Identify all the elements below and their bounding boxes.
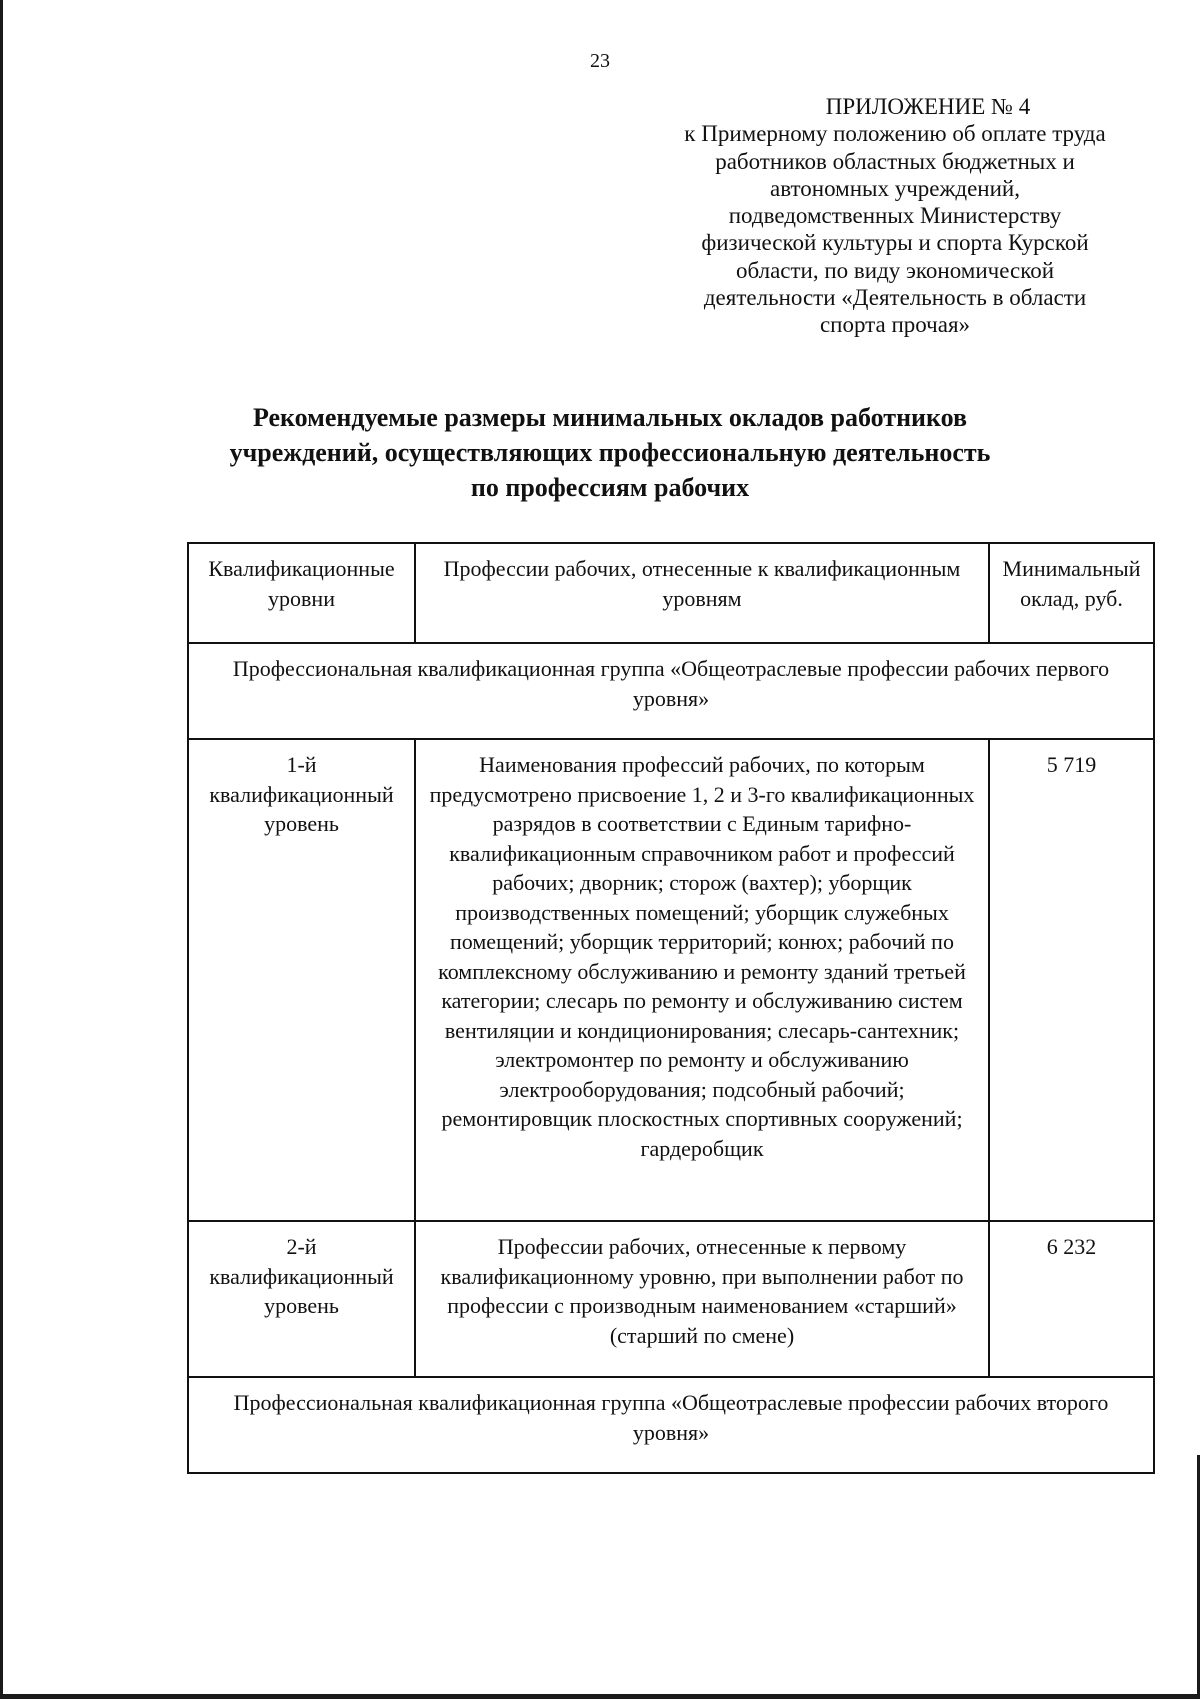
appendix-title: ПРИЛОЖЕНИЕ № 4 xyxy=(825,94,1031,119)
document-title-line: по профессиям рабочих xyxy=(470,473,750,502)
page-number: 23 xyxy=(590,50,610,72)
cell-level: 2-й квалификационный уровень xyxy=(188,1221,415,1377)
cell-salary: 5 719 xyxy=(989,739,1154,1221)
appendix-line: к Примерному положению об оплате труда xyxy=(684,121,1106,147)
table-group-row xyxy=(188,1377,1154,1473)
professions-text: Профессии рабочих, отнесенные к первому квалификационному уровню, при выполнении работ по профессии с производным наименованием «старший» (старший по смене) xyxy=(440,1234,964,1348)
appendix-line: области, по виду экономической xyxy=(735,257,1055,283)
header-professions: Профессии рабочих, отнесенные к квалификационным уровням xyxy=(415,543,989,643)
group-title-first-level: Профессиональная квалификационная группа «Общеотраслевые профессии рабочих первого уровня» xyxy=(188,643,1154,739)
appendix-line: деятельности «Деятельность в области xyxy=(703,285,1087,311)
scan-border-bottom xyxy=(0,1694,1200,1699)
appendix-line: автономных учреждений, xyxy=(770,175,1020,201)
header-qualification-levels: Квалификационные уровни xyxy=(188,543,415,643)
table-row xyxy=(188,1221,1154,1377)
cell-level: 1-й квалификационный уровень xyxy=(188,739,415,1221)
salary-table xyxy=(187,542,1155,1474)
cell-professions xyxy=(415,739,989,1221)
document-title-line: Рекомендуемые размеры минимальных окладов работников xyxy=(252,403,968,432)
table-group-row xyxy=(188,643,1154,739)
appendix-line: подведомственных Министерству xyxy=(728,203,1062,229)
document-title xyxy=(140,400,1080,505)
cell-salary: 6 232 xyxy=(989,1221,1154,1377)
group-title-second-level: Профессиональная квалификационная группа «Общеотраслевые профессии рабочих второго уровня» xyxy=(188,1377,1154,1473)
professions-text: Наименования профессий рабочих, по которым предусмотрено присвоение 1, 2 и 3-го квалификационных разрядов в соответствии с Единым тарифно-квалификационным справочником работ и профессий рабочих; дворник; сторож (вахтер); уборщик производственных помещений; уборщик служебных помещений; уборщик территорий; конюх; рабочий по комплексному обслуживанию и ремонту зданий третьей категории; слесарь по ремонту и обслуживанию систем вентиляции и кондиционирования; слесарь-сантехник; электромонтер по ремонту и обслуживанию электрооборудования; подсобный рабочий; ремонтировщик плоскостных спортивных сооружений; гардеробщик xyxy=(429,752,975,1161)
appendix-line: физической культуры и спорта Курской xyxy=(701,230,1089,256)
appendix-block xyxy=(650,93,1140,339)
header-min-salary: Минимальный оклад, руб. xyxy=(989,543,1154,643)
table-row xyxy=(188,739,1154,1221)
scan-border-left xyxy=(0,0,3,1699)
appendix-line: работников областных бюджетных и xyxy=(715,148,1075,174)
appendix-line: спорта прочая» xyxy=(819,312,971,338)
cell-professions xyxy=(415,1221,989,1377)
table-header-row xyxy=(188,543,1154,643)
document-title-line: учреждений, осуществляющих профессиональную деятельность xyxy=(229,438,991,467)
